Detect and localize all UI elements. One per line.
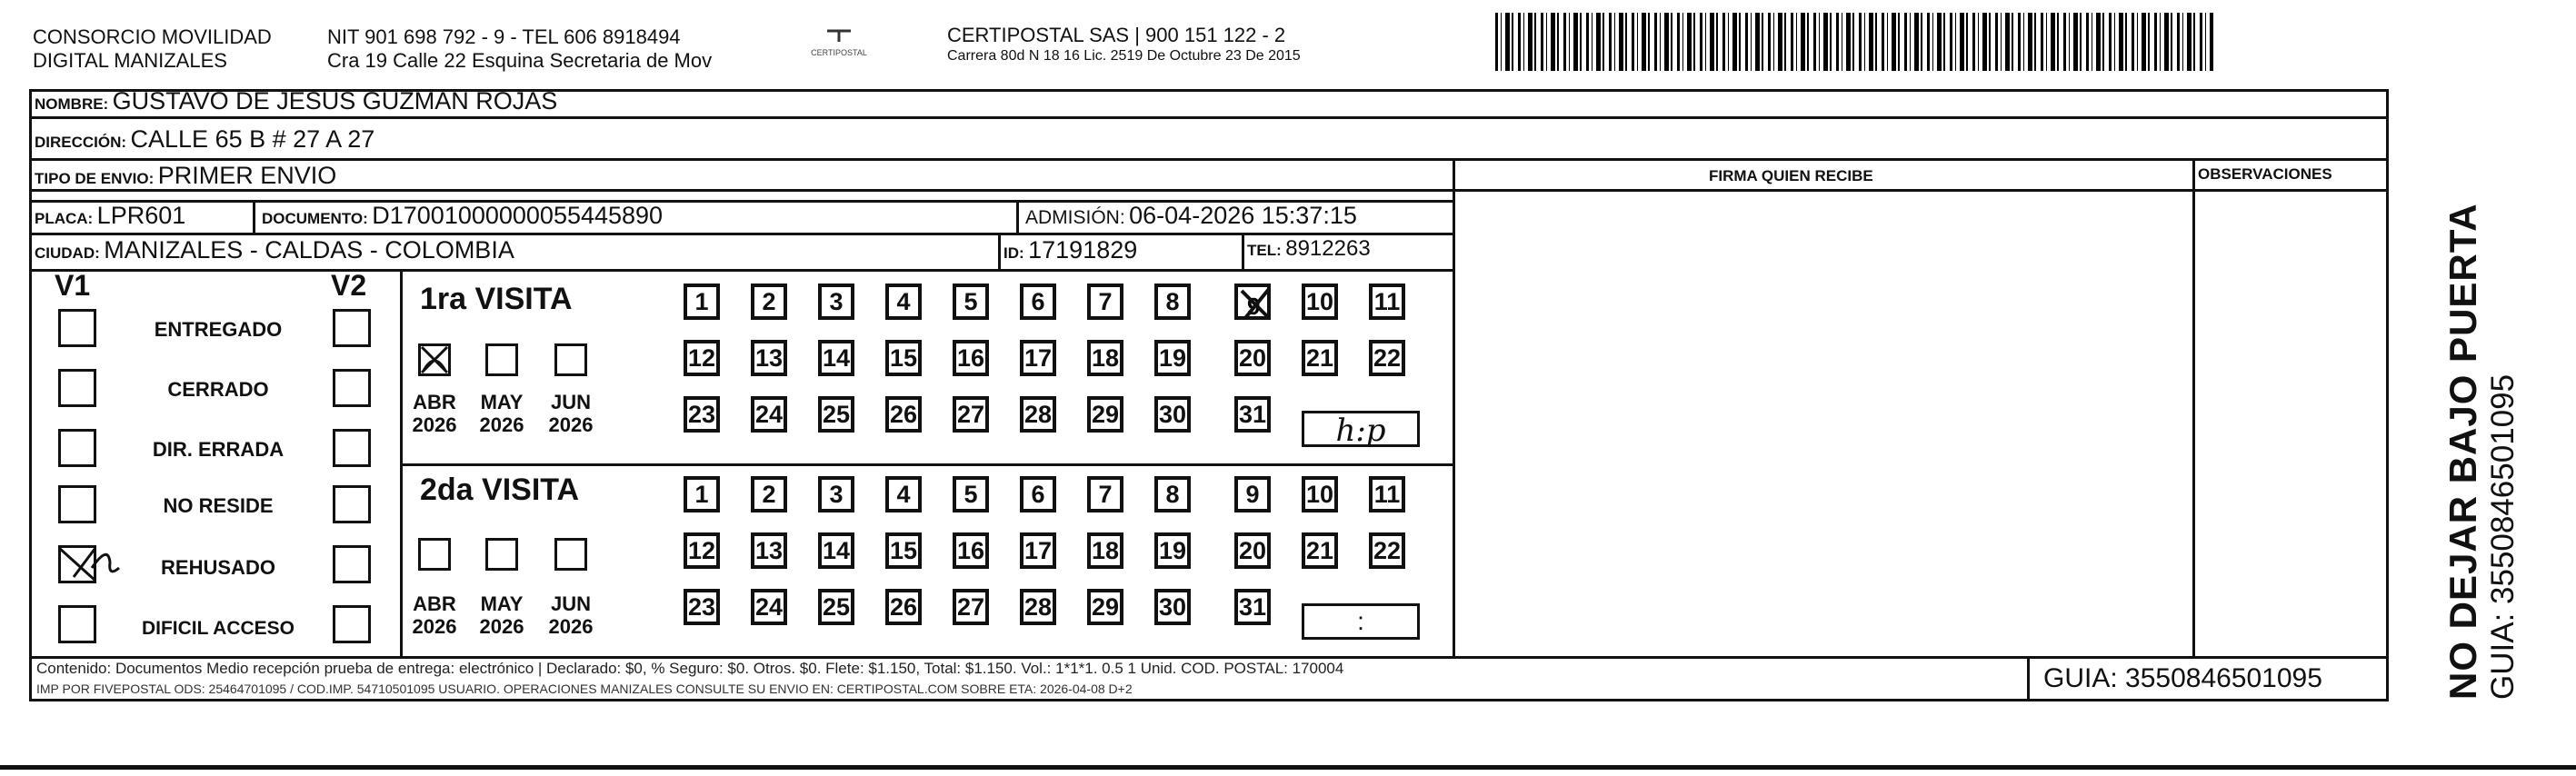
ciudad-field — [35, 236, 514, 264]
first-day-12[interactable]: 12 — [684, 340, 720, 376]
second-day-15[interactable]: 15 — [885, 532, 922, 569]
second-day-27[interactable]: 27 — [953, 589, 989, 625]
v1-checkbox-dificil-acceso[interactable] — [58, 605, 96, 643]
month-year: 2026 — [412, 615, 457, 638]
v2-checkbox-dificil-acceso[interactable] — [333, 605, 371, 643]
second-day-14[interactable]: 14 — [818, 532, 854, 569]
rule — [29, 656, 2389, 659]
first-day-23[interactable]: 23 — [684, 396, 720, 433]
first-month-checkbox-may[interactable] — [485, 343, 518, 376]
second-day-31[interactable]: 31 — [1234, 589, 1271, 625]
second-day-7[interactable]: 7 — [1087, 476, 1123, 512]
first-day-3[interactable]: 3 — [818, 284, 854, 320]
second-day-19[interactable]: 19 — [1154, 532, 1191, 569]
v1-checkbox-rehusado[interactable] — [58, 545, 96, 583]
signature-area[interactable] — [1458, 193, 2191, 654]
second-day-18[interactable]: 18 — [1087, 532, 1123, 569]
nombre-value: GUSTAVO DE JESUS GUZMAN ROJAS — [112, 87, 558, 114]
check-mark-icon — [418, 343, 451, 376]
second-day-11[interactable]: 11 — [1369, 476, 1405, 512]
address-text: Cra 19 Calle 22 Esquina Secretaria de Mov — [327, 49, 713, 72]
v2-header: V2 — [331, 269, 367, 302]
firma-header — [1709, 167, 1873, 185]
no-dejar-warning: NO DEJAR BAJO PUERTA — [2441, 203, 2484, 700]
first-day-6[interactable]: 6 — [1020, 284, 1056, 320]
first-visit-hour-box[interactable]: h:p — [1302, 411, 1420, 447]
status-label-dificil-acceso: DIFICIL ACCESO — [141, 618, 295, 639]
first-day-16[interactable]: 16 — [953, 340, 989, 376]
second-day-30[interactable]: 30 — [1154, 589, 1191, 625]
barcode — [1495, 13, 2213, 71]
placa-value: LPR601 — [96, 202, 186, 229]
month-name: MAY — [480, 391, 524, 413]
first-month-abr — [407, 391, 462, 436]
nombre-label: NOMBRE: — [35, 95, 109, 113]
documento-label: DOCUMENTO: — [262, 210, 368, 227]
first-day-15[interactable]: 15 — [885, 340, 922, 376]
month-name: MAY — [480, 592, 524, 615]
second-day-26[interactable]: 26 — [885, 589, 922, 625]
v2-checkbox-cerrado[interactable] — [333, 369, 371, 407]
second-day-23[interactable]: 23 — [684, 589, 720, 625]
second-month-checkbox-abr[interactable] — [418, 538, 451, 571]
rule — [29, 158, 2389, 161]
second-day-8[interactable]: 8 — [1154, 476, 1191, 512]
second-day-20[interactable]: 20 — [1234, 532, 1271, 569]
second-day-16[interactable]: 16 — [953, 532, 989, 569]
first-day-26[interactable]: 26 — [885, 396, 922, 433]
month-year: 2026 — [479, 413, 524, 436]
tipo-value: PRIMER ENVIO — [157, 162, 337, 189]
status-label-rehusado: REHUSADO — [161, 556, 275, 579]
month-year: 2026 — [479, 615, 524, 638]
firma-label: FIRMA QUIEN RECIBE — [1709, 167, 1873, 184]
rule — [253, 200, 255, 233]
documento-field — [262, 202, 663, 230]
first-day-27[interactable]: 27 — [953, 396, 989, 433]
first-day-18[interactable]: 18 — [1087, 340, 1123, 376]
courier-name: CERTIPOSTAL SAS | 900 151 122 - 2 — [947, 24, 1286, 46]
admision-field — [1025, 202, 1357, 230]
month-name: JUN — [550, 592, 591, 615]
v1-header: V1 — [55, 269, 91, 302]
side-guia: GUIA: 3550846501095 — [2485, 373, 2521, 700]
first-month-checkbox-abr[interactable] — [418, 343, 451, 376]
bottom-rule — [0, 765, 2576, 770]
courier-address: Carrera 80d N 18 16 Lic. 2519 De Octubre 23 De 2015 — [947, 48, 1301, 64]
status-label-entregado: ENTREGADO — [154, 318, 283, 341]
first-day-30[interactable]: 30 — [1154, 396, 1191, 433]
logo-icon — [824, 25, 854, 44]
side-panel — [2400, 87, 2563, 705]
second-day-29[interactable]: 29 — [1087, 589, 1123, 625]
id-value: 17191829 — [1028, 236, 1138, 264]
second-day-22[interactable]: 22 — [1369, 532, 1405, 569]
second-day-21[interactable]: 21 — [1302, 532, 1338, 569]
rule — [29, 116, 2389, 119]
status-label-dir-errada: DIR. ERRADA — [152, 438, 285, 461]
first-day-25[interactable]: 25 — [818, 396, 854, 433]
first-day-4[interactable]: 4 — [885, 284, 922, 320]
observations-area[interactable] — [2198, 193, 2385, 654]
company-line-2: DIGITAL MANIZALES — [33, 49, 227, 72]
status-label-cerrado: CERRADO — [167, 378, 269, 401]
admision-value: 06-04-2026 15:37:15 — [1129, 202, 1357, 229]
rule — [29, 189, 2389, 192]
first-day-2[interactable]: 2 — [751, 284, 787, 320]
courier-info — [947, 24, 1301, 65]
observaciones-label: OBSERVACIONES — [2198, 165, 2332, 183]
first-day-10[interactable]: 10 — [1302, 284, 1338, 320]
id-field — [1003, 236, 1137, 264]
check-mark-icon — [1238, 287, 1274, 323]
company-line-1: CONSORCIO MOVILIDAD — [33, 25, 272, 48]
tipo-label: TIPO DE ENVIO: — [35, 170, 155, 187]
second-day-17[interactable]: 17 — [1020, 532, 1056, 569]
second-day-1[interactable]: 1 — [684, 476, 720, 512]
second-day-12[interactable]: 12 — [684, 532, 720, 569]
first-day-28[interactable]: 28 — [1020, 396, 1056, 433]
first-day-19[interactable]: 19 — [1154, 340, 1191, 376]
tel-value: 8912263 — [1285, 236, 1371, 261]
second-visit-title: 2da VISITA — [420, 473, 580, 507]
first-day-17[interactable]: 17 — [1020, 340, 1056, 376]
v2-checkbox-entregado[interactable] — [333, 309, 371, 347]
second-day-2[interactable]: 2 — [751, 476, 787, 512]
rule — [1242, 233, 1244, 269]
second-day-25[interactable]: 25 — [818, 589, 854, 625]
second-month-abr — [407, 592, 462, 638]
first-month-may — [474, 391, 529, 436]
v1-checkbox-entregado[interactable] — [58, 309, 96, 347]
company-name — [33, 25, 272, 73]
v1-checkbox-cerrado[interactable] — [58, 369, 96, 407]
nombre-field — [35, 87, 557, 115]
first-day-14[interactable]: 14 — [818, 340, 854, 376]
placa-field — [35, 202, 185, 230]
second-month-may — [474, 592, 529, 638]
status-label-no-reside: NO RESIDE — [163, 494, 274, 517]
v1-checkbox-dir-errada[interactable] — [58, 429, 96, 467]
first-day-24[interactable]: 24 — [751, 396, 787, 433]
rule — [2027, 656, 2030, 701]
month-year: 2026 — [412, 413, 457, 436]
first-day-21[interactable]: 21 — [1302, 340, 1338, 376]
first-day-13[interactable]: 13 — [751, 340, 787, 376]
second-day-4[interactable]: 4 — [885, 476, 922, 512]
direccion-value: CALLE 65 B # 27 A 27 — [130, 125, 375, 153]
ciudad-label: CIUDAD: — [35, 244, 100, 262]
svg-text:9: 9 — [1247, 293, 1261, 320]
rule — [29, 233, 1454, 235]
side-text — [2441, 118, 2521, 700]
first-day-29[interactable]: 29 — [1087, 396, 1123, 433]
tel-label: TEL: — [1247, 242, 1282, 259]
tipo-field — [35, 162, 336, 190]
footer-imp: IMP POR FIVEPOSTAL ODS: 25464701095 / COD.IMP. 54710501095 USUARIO. OPERACIONES MANIZALES CONSULTE SU ENVIO EN: CERTIPOSTAL.COM SOBRE ETA: 2026-04-08 D+2 — [36, 681, 1133, 696]
second-month-checkbox-may[interactable] — [485, 538, 518, 571]
second-day-3[interactable]: 3 — [818, 476, 854, 512]
direccion-field — [35, 125, 374, 154]
second-day-24[interactable]: 24 — [751, 589, 787, 625]
footer-content: Contenido: Documentos Medio recepción prueba de entrega: electrónico | Declarado: $0, % Seguro: $0. Otros. $0. Flete: $1.150, Total: $1.150. Vol.: 1*1*1. 0.5 1 Unid. COD. POSTAL: 170004 — [36, 660, 1344, 677]
first-day-9[interactable] — [1234, 284, 1271, 320]
certipostal-logo — [807, 25, 871, 57]
month-year: 2026 — [548, 413, 594, 436]
second-visit-hour-box[interactable]: : — [1302, 603, 1420, 640]
admision-label: ADMISIÓN: — [1025, 207, 1125, 228]
rule — [998, 233, 1001, 269]
second-day-10[interactable]: 10 — [1302, 476, 1338, 512]
rule — [29, 269, 1454, 272]
month-name: ABR — [413, 592, 456, 615]
rule — [1453, 158, 1455, 656]
first-day-8[interactable]: 8 — [1154, 284, 1191, 320]
placa-label: PLACA: — [35, 210, 94, 227]
rule — [400, 269, 403, 656]
first-day-5[interactable]: 5 — [953, 284, 989, 320]
observaciones-header — [2198, 165, 2332, 184]
second-month-jun — [544, 592, 598, 638]
month-name: JUN — [550, 391, 591, 413]
second-day-28[interactable]: 28 — [1020, 589, 1056, 625]
rule — [2192, 158, 2195, 656]
second-month-checkbox-jun[interactable] — [554, 538, 587, 571]
v2-checkbox-no-reside[interactable] — [333, 485, 371, 523]
first-day-7[interactable]: 7 — [1087, 284, 1123, 320]
second-day-6[interactable]: 6 — [1020, 476, 1056, 512]
logo-text: CERTIPOSTAL — [811, 48, 867, 57]
company-details — [327, 25, 712, 73]
month-year: 2026 — [548, 615, 594, 638]
direccion-label: DIRECCIÓN: — [35, 134, 127, 151]
first-visit-title: 1ra VISITA — [420, 282, 573, 316]
documento-value: D17001000000055445890 — [372, 202, 664, 229]
second-day-5[interactable]: 5 — [953, 476, 989, 512]
rule — [1016, 200, 1019, 233]
v1-checkbox-no-reside[interactable] — [58, 485, 96, 523]
first-day-22[interactable]: 22 — [1369, 340, 1405, 376]
first-month-jun — [544, 391, 598, 436]
v2-checkbox-dir-errada[interactable] — [333, 429, 371, 467]
tel-field — [1247, 236, 1371, 262]
id-label: ID: — [1003, 244, 1024, 262]
second-day-9[interactable]: 9 — [1234, 476, 1271, 512]
first-day-11[interactable]: 11 — [1369, 284, 1405, 320]
month-name: ABR — [413, 391, 456, 413]
first-day-20[interactable]: 20 — [1234, 340, 1271, 376]
second-day-13[interactable]: 13 — [751, 532, 787, 569]
first-day-31[interactable]: 31 — [1234, 396, 1271, 433]
nit-text: NIT 901 698 792 - 9 - TEL 606 8918494 — [327, 25, 681, 48]
footer-guia: GUIA: 3550846501095 — [2043, 663, 2322, 693]
rule — [400, 463, 1454, 466]
v2-checkbox-rehusado[interactable] — [333, 545, 371, 583]
first-month-checkbox-jun[interactable] — [554, 343, 587, 376]
first-day-1[interactable]: 1 — [684, 284, 720, 320]
ciudad-value: MANIZALES - CALDAS - COLOMBIA — [104, 236, 514, 264]
